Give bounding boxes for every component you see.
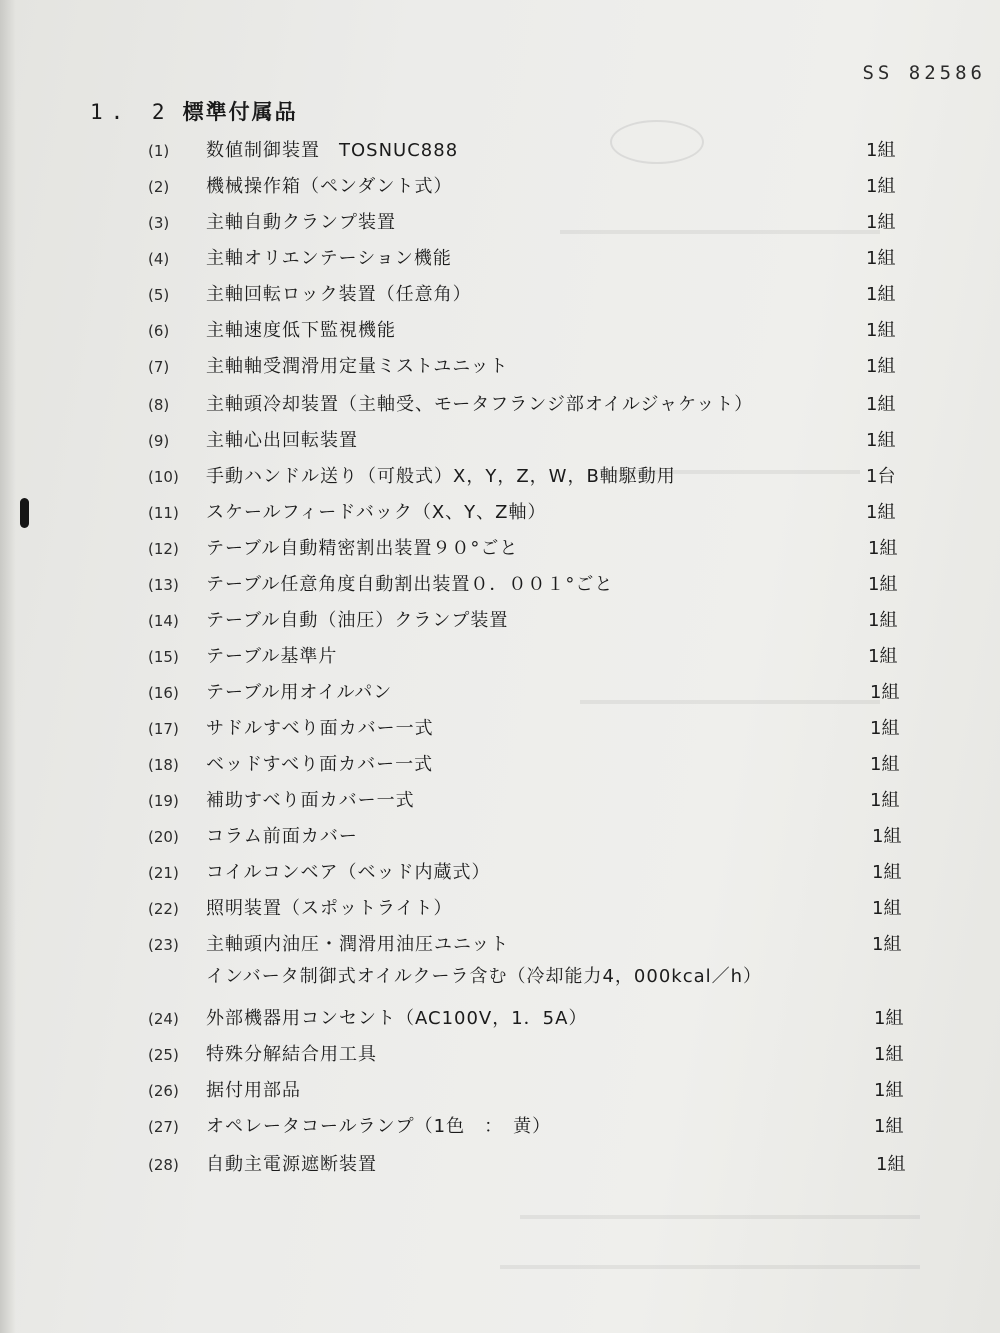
item-description: テーブル自動（油圧）クランプ装置 — [206, 610, 509, 631]
item-number: (10) — [148, 468, 179, 486]
list-item — [0, 1076, 1000, 1106]
list-item — [0, 352, 1000, 382]
list-item — [0, 930, 1000, 960]
item-quantity: 1組 — [866, 356, 896, 377]
item-quantity: 1組 — [866, 176, 896, 197]
item-number: (20) — [148, 828, 179, 846]
item-number: (19) — [148, 792, 179, 810]
list-item — [0, 426, 1000, 456]
item-quantity: 1組 — [872, 826, 902, 847]
item-number: (2) — [148, 178, 170, 196]
item-quantity: 1組 — [870, 718, 900, 739]
list-item — [0, 858, 1000, 888]
item-description: スケールフィードバック（X、Y、Z軸） — [206, 502, 547, 523]
item-number: (8) — [148, 396, 170, 414]
item-quantity: 1組 — [874, 1044, 904, 1065]
item-quantity: 1組 — [866, 212, 896, 233]
item-number: (13) — [148, 576, 179, 594]
list-item — [0, 642, 1000, 672]
list-item — [0, 1040, 1000, 1070]
item-description: 据付用部品 — [206, 1080, 301, 1101]
item-quantity: 1組 — [874, 1008, 904, 1029]
item-description: サドルすべり面カバー一式 — [206, 718, 434, 739]
list-item — [0, 534, 1000, 564]
item-number: (22) — [148, 900, 179, 918]
item-quantity: 1組 — [866, 502, 896, 523]
item-description: オペレータコールランプ（1色 ： 黄） — [206, 1116, 552, 1137]
item-quantity: 1組 — [866, 394, 896, 415]
item-number: (23) — [148, 936, 179, 954]
item-number: (17) — [148, 720, 179, 738]
item-quantity: 1組 — [866, 248, 896, 269]
list-item — [0, 822, 1000, 852]
list-item — [0, 462, 1000, 492]
item-quantity: 1組 — [876, 1154, 906, 1175]
item-description: 自動主電源遮断装置 — [206, 1154, 377, 1175]
list-item — [0, 280, 1000, 310]
list-item — [0, 244, 1000, 274]
list-item — [0, 750, 1000, 780]
item-number: (1) — [148, 142, 170, 160]
list-item — [0, 570, 1000, 600]
item-quantity: 1組 — [872, 934, 902, 955]
item-number: (16) — [148, 684, 179, 702]
item-description: 機械操作箱（ペンダント式） — [206, 176, 453, 197]
item-number: (28) — [148, 1156, 179, 1174]
item-description: テーブル自動精密割出装置９０°ごと — [206, 538, 519, 559]
item-quantity: 1組 — [866, 284, 896, 305]
list-item — [0, 606, 1000, 636]
item-description: 特殊分解結合用工具 — [206, 1044, 377, 1065]
item-number: (14) — [148, 612, 179, 630]
item-number: (18) — [148, 756, 179, 774]
item-description: 手動ハンドル送り（可般式）X，Y，Z，W，B軸駆動用 — [206, 466, 676, 487]
item-quantity: 1組 — [872, 862, 902, 883]
item-quantity: 1組 — [870, 790, 900, 811]
list-item — [0, 786, 1000, 816]
list-item — [0, 1112, 1000, 1142]
item-23-continuation: インバータ制御式オイルクーラ含む（冷却能力4，000kcal／h） — [206, 966, 763, 987]
item-number: (6) — [148, 322, 170, 340]
item-number: (21) — [148, 864, 179, 882]
list-item — [0, 316, 1000, 346]
bleed-through-mark — [520, 1215, 920, 1219]
item-description: 数値制御装置 TOSNUC888 — [206, 140, 459, 161]
list-item — [0, 390, 1000, 420]
item-description: 主軸オリエンテーション機能 — [206, 248, 452, 269]
item-number: (26) — [148, 1082, 179, 1100]
item-number: (3) — [148, 214, 170, 232]
list-item — [0, 1150, 1000, 1180]
item-description: 主軸頭冷却装置（主軸受、モータフランジ部オイルジャケット） — [206, 394, 754, 415]
item-description: 主軸速度低下監視機能 — [206, 320, 396, 341]
item-number: (9) — [148, 432, 170, 450]
item-number: (15) — [148, 648, 179, 666]
item-description: 主軸回転ロック装置（任意角） — [206, 284, 472, 305]
item-description: 補助すべり面カバー一式 — [206, 790, 415, 811]
item-number: (27) — [148, 1118, 179, 1136]
item-description: 主軸頭内油圧・潤滑用油圧ユニット — [206, 934, 510, 955]
item-number: (11) — [148, 504, 179, 522]
section-title: 標準付属品 — [182, 100, 298, 124]
item-quantity: 1組 — [868, 646, 898, 667]
list-item — [0, 136, 1000, 166]
item-description: テーブル任意角度自動割出装置０．００１°ごと — [206, 574, 614, 595]
item-description: コイルコンベア（ベッド内蔵式） — [206, 862, 491, 883]
item-quantity: 1組 — [866, 140, 896, 161]
item-quantity: 1組 — [868, 610, 898, 631]
list-item — [0, 678, 1000, 708]
item-number: (5) — [148, 286, 170, 304]
item-description: 照明装置（スポットライト） — [206, 898, 453, 919]
list-item — [0, 208, 1000, 238]
list-item — [0, 172, 1000, 202]
item-description: 外部機器用コンセント（AC100V，1．5A） — [206, 1008, 588, 1029]
bleed-through-mark — [500, 1265, 920, 1269]
item-description: ベッドすべり面カバー一式 — [206, 754, 434, 775]
item-quantity: 1組 — [874, 1080, 904, 1101]
item-quantity: 1組 — [866, 320, 896, 341]
item-description: 主軸軸受潤滑用定量ミストユニット — [206, 356, 509, 377]
item-description: 主軸心出回転装置 — [206, 430, 358, 451]
item-quantity: 1組 — [874, 1116, 904, 1137]
document-number: SS 82586 — [862, 62, 986, 84]
item-quantity: 1台 — [866, 466, 896, 487]
item-description: テーブル用オイルパン — [206, 682, 393, 703]
item-number: (7) — [148, 358, 170, 376]
item-description: テーブル基準片 — [206, 646, 338, 667]
section-number: 1. 2 — [90, 100, 173, 124]
item-quantity: 1組 — [866, 430, 896, 451]
list-item — [0, 894, 1000, 924]
item-quantity: 1組 — [868, 538, 898, 559]
item-number: (12) — [148, 540, 179, 558]
list-item — [0, 714, 1000, 744]
item-quantity: 1組 — [868, 574, 898, 595]
list-item — [0, 1004, 1000, 1034]
item-description: 主軸自動クランプ装置 — [206, 212, 396, 233]
item-quantity: 1組 — [872, 898, 902, 919]
item-number: (24) — [148, 1010, 179, 1028]
section-heading — [90, 96, 298, 126]
item-quantity: 1組 — [870, 754, 900, 775]
list-item — [0, 498, 1000, 528]
item-number: (25) — [148, 1046, 179, 1064]
item-number: (4) — [148, 250, 170, 268]
item-description: コラム前面カバー — [206, 826, 358, 847]
item-quantity: 1組 — [870, 682, 900, 703]
